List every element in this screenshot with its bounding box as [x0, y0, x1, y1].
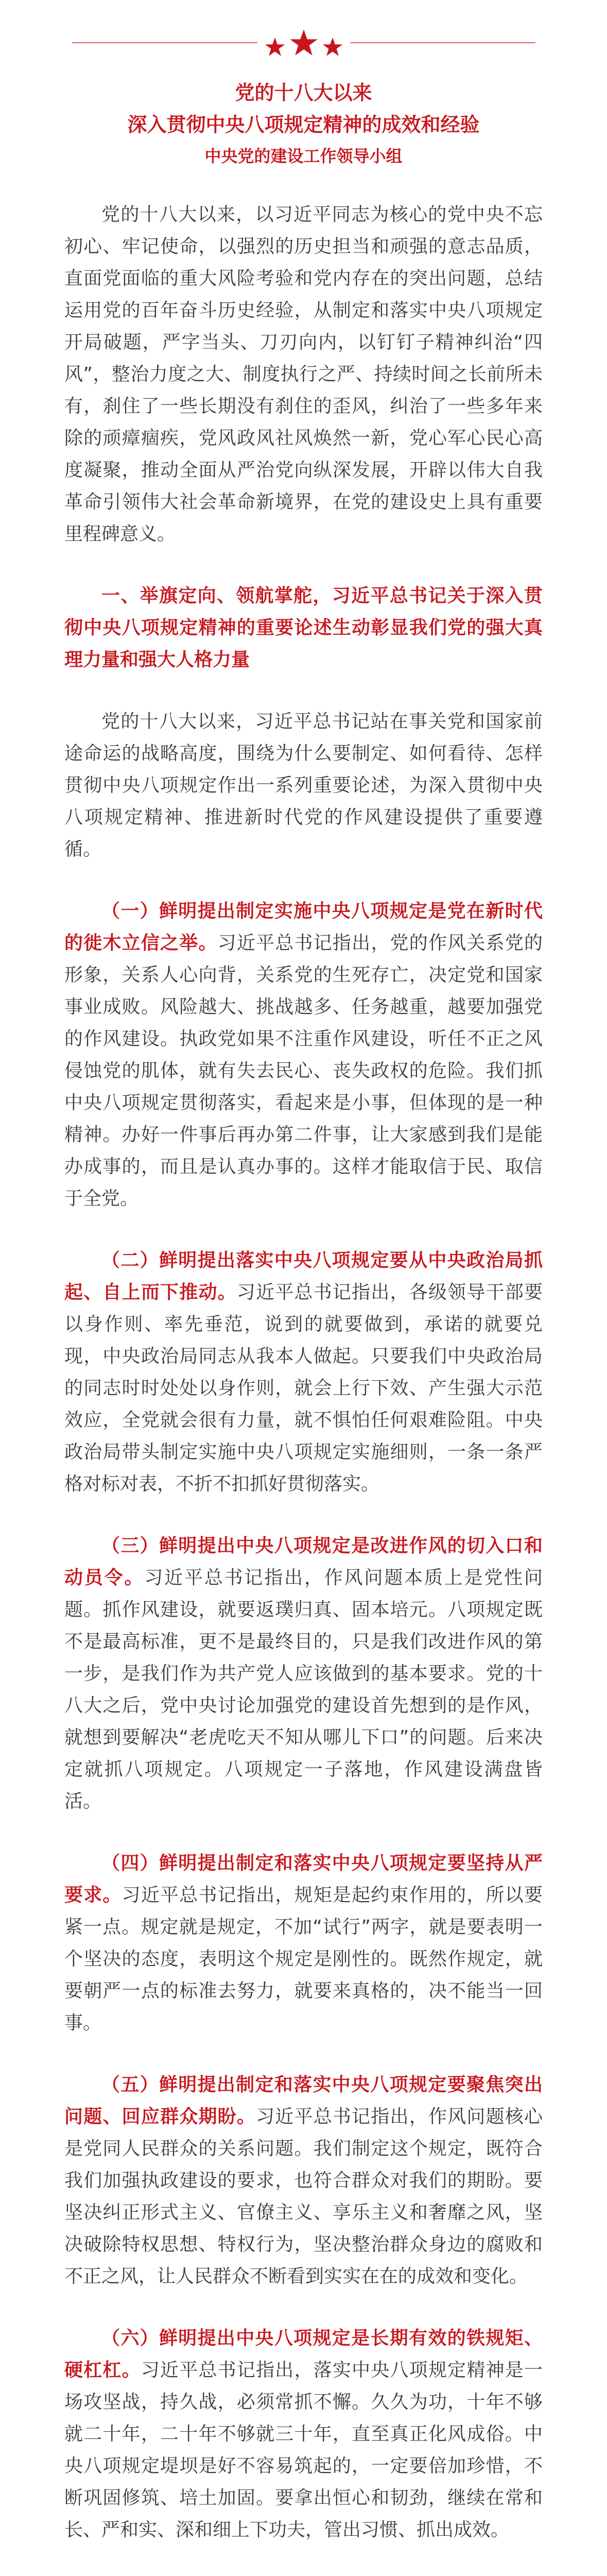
star-icon: [322, 37, 343, 57]
point-paragraph: [64, 1848, 543, 2039]
point-heading: （二）鲜明提出落实中央八项规定要从中央政治局抓起、自上而下推动。: [64, 1250, 543, 1303]
point-paragraph: [64, 2069, 543, 2293]
article-title: 党的十八大以来: [235, 81, 372, 104]
point-paragraph: [64, 1530, 543, 1818]
intro-paragraph: 党的十八大以来，以习近平同志为核心的党中央不忘初心、牢记使命，以强烈的历史担当和顽强的意志品质，直面党面临的重大风险考验和党内存在的突出问题，总结运用党的百年奋斗历史经验，从制定和落实中央八项规定开局破题，严字当头、刀刃向内，以钉钉子精神纠治“四风”，整治力度之大、制度执行之严、持续时间之长前所未有，刹住了一些长期没有刹住的歪风，纠治了一些多年来除的顽瘴痼疾，党风政风社风焕然一新，党心军心民心高度凝聚，推动全面从严治党向纵深发展，开辟以伟大自我革命引领伟大社会革命新境界，在党的建设史上具有重要里程碑意义。: [64, 204, 543, 545]
point-heading: （三）鲜明提出中央八项规定是改进作风的切入口和动员令。: [64, 1535, 543, 1588]
point-text: 习近平总书记指出，各级领导干部要以身作则、率先垂范，说到的就要做到，承诺的就要兑现，中央政治局同志从我本人做起。只要我们中央政治局的同志时时处处以身作则，就会上行下效、产生强大示范效应，全党就会很有力量，就不惧怕任何艰难险阻。中央政治局带头制定实施中央八项规定实施细则，一条一条严格对标对表，不折不扣抓好贯彻落实。: [64, 1282, 543, 1495]
right-divider: [350, 42, 535, 43]
point-heading: （一）鲜明提出制定实施中央八项规定是党在新时代的徙木立信之举。: [64, 901, 543, 954]
left-divider: [72, 42, 257, 43]
point-heading: （四）鲜明提出制定和落实中央八项规定要坚持从严要求。: [64, 1853, 543, 1906]
point-text: 习近平总书记指出，规矩是起约束作用的，所以要紧一点。规定就是规定，不加“试行”两字，就是要表明一个坚决的态度，表明这个规定是刚性的。既然作规定，就要朝严一点的标准去努力，就要来真格的，决不能当一回事。: [64, 1885, 543, 2033]
point-paragraph: [64, 2323, 543, 2546]
star-icon: [265, 37, 285, 57]
point-paragraph: [64, 1245, 543, 1500]
point-text: 习近平总书记指出，作风问题本质上是党性问题。抓作风建设，就要返璞归真、固本培元。八项规定既不是最高标准，更不是最终目的，只是我们改进作风的第一步，是我们作为共产党人应该做到的基本要求。党的十八大之后，党中央讨论加强党的建设首先想到的是作风，就想到要解决“老虎吃天不知从哪儿下口”的问题。后来决定就抓八项规定。八项规定一子落地，作风建设满盘皆活。: [64, 1567, 543, 1812]
section-heading: 一、举旗定向、领航掌舵，习近平总书记关于深入贯彻中央八项规定精神的重要论述生动彰显我们党的强大真理力量和强大人格力量: [64, 585, 543, 670]
point-text: 习近平总书记指出，落实中央八项规定精神是一场攻坚战，持久战，必须常抓不懈。久久为功，十年不够就二十年，二十年不够就三十年，直至真正化风成俗。中央八项规定堤坝是好不容易筑起的，一定要倍加珍惜，不断巩固修筑、培土加固。要拿出恒心和韧劲，继续在常和长、严和实、深和细上下功夫，管出习惯、抓出成效。: [64, 2360, 543, 2540]
article-body: [0, 169, 607, 2546]
point-heading: （六）鲜明提出中央八项规定是长期有效的铁规矩、硬杠杠。: [64, 2328, 543, 2381]
header-ornament: [0, 25, 607, 61]
point-text: 习近平总书记指出，作风问题核心是党同人民群众的关系问题。我们制定这个规定，既符合我们加强执政建设的要求，也符合群众对我们的期盼。要坚决纠正形式主义、官僚主义、享乐主义和奢靡之风，坚决破除特权思想、特权行为，坚决整治群众身边的腐败和不正之风，让人民群众不断看到实实在在的成效和变化。: [64, 2106, 543, 2287]
point-paragraph: [64, 895, 543, 1215]
stars-emblem: [265, 28, 343, 57]
point-text: 习近平总书记指出，党的作风关系党的形象，关系人心向背，关系党的生死存亡，决定党和国家事业成败。风险越大、挑战越多、任务越重，越要加强党的作风建设。执政党如果不注重作风建设，听任不正之风侵蚀党的肌体，就有失去民心、丧失政权的危险。我们抓中央八项规定贯彻落实，看起来是小事，但体现的是一种精神。办好一件事后再办第二件事，让大家感到我们是能办成事的，而且是认真办事的。这样才能取信于民、取信于全党。: [64, 933, 543, 1209]
article-subtitle: 深入贯彻中央八项规定精神的成效和经验: [127, 113, 480, 136]
section-intro-paragraph: 党的十八大以来，习近平总书记站在事关党和国家前途命运的战略高度，围绕为什么要制定、如何看待、怎样贯彻中央八项规定作出一系列重要论述，为深入贯彻中央八项规定精神、推进新时代党的作风建设提供了重要遵循。: [64, 711, 543, 860]
star-icon: [289, 28, 318, 57]
article-header: [0, 0, 607, 169]
point-heading: （五）鲜明提出制定和落实中央八项规定要聚焦突出问题、回应群众期盼。: [64, 2074, 543, 2127]
article-author: 中央党的建设工作领导小组: [204, 146, 403, 166]
